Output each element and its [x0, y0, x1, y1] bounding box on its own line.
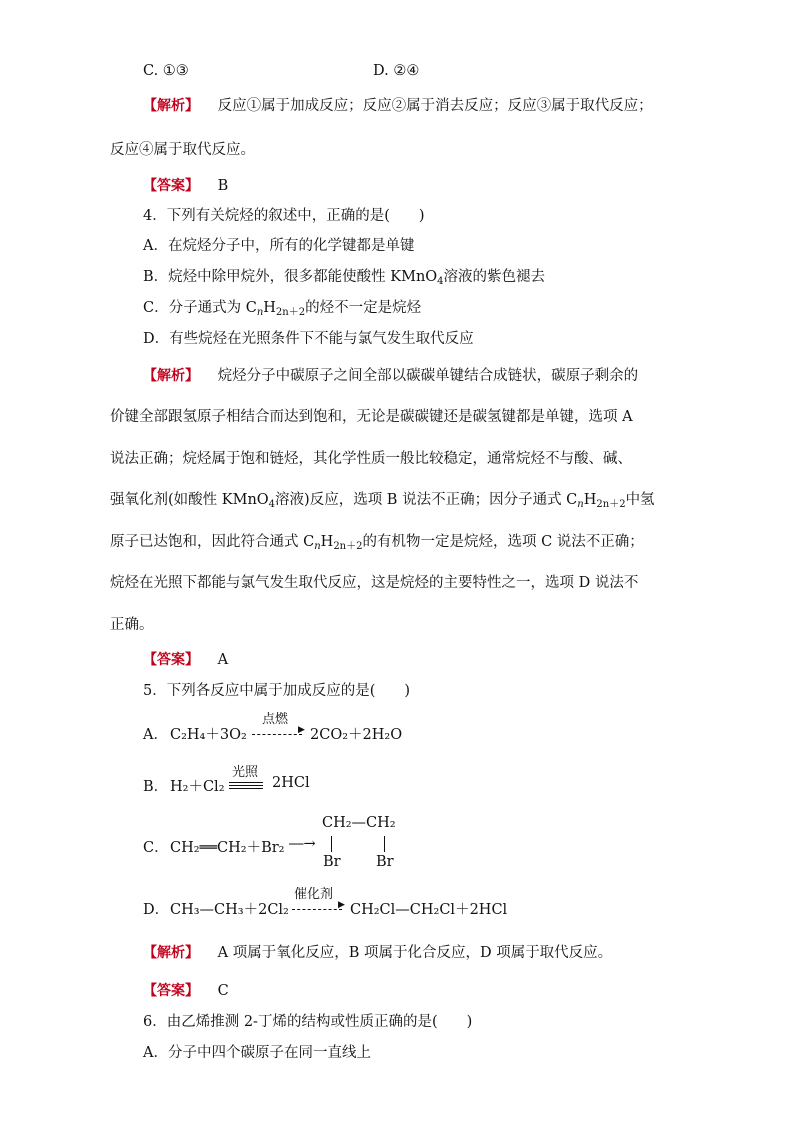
text: H — [583, 492, 597, 508]
q4-option-d: D．有些烷烃在光照条件下不能与氯气发生取代反应 — [143, 331, 474, 347]
reactants: CH₂══CH₂＋Br₂ — [170, 840, 285, 856]
answer-tag: 【答案】 — [143, 983, 199, 999]
text: H — [263, 300, 276, 316]
subscript: n — [314, 541, 321, 552]
option-label: B． — [143, 779, 169, 795]
condition: 催化剂 — [294, 887, 334, 902]
analysis-text-cont: 反应④属于取代反应。 — [110, 142, 255, 158]
q4-option-a: A．在烷烃分子中，所有的化学键都是单键 — [143, 238, 415, 254]
analysis-tag: 【解析】 — [143, 98, 199, 114]
option-label: C． — [143, 840, 169, 856]
text: H — [320, 534, 334, 550]
bromine-atom: Br — [323, 854, 341, 870]
text: 中氢 — [625, 492, 655, 508]
products: 2CO₂＋2H₂O — [310, 727, 403, 743]
option-label: D． — [143, 902, 170, 918]
equal-sign-line — [229, 788, 263, 789]
q5-stem: 5．下列各反应中属于加成反应的是( ) — [143, 683, 411, 699]
q3-option-c: C. ①③ — [143, 63, 189, 79]
equal-sign-line — [229, 782, 263, 783]
bromine-atom: Br — [376, 854, 394, 870]
reaction-arrow: ―→ — [289, 836, 316, 852]
reactants: CH₃—CH₃＋2Cl₂ — [170, 902, 289, 918]
text: 的有机物一定是烷烃，选项 C 说法不正确； — [362, 534, 644, 550]
subscript: n — [256, 307, 264, 318]
reactants: C₂H₄＋3O₂ — [170, 727, 247, 743]
answer-tag: 【答案】 — [143, 652, 199, 668]
text: C．分子通式为 C — [143, 300, 257, 316]
text: 溶液)反应，选项 B 说法不正确；因分子通式 C — [275, 492, 578, 508]
text: 原子已达饱和，因此符合通式 C — [110, 534, 315, 550]
analysis-text-cont — [110, 490, 655, 515]
text: B．烷烃中除甲烷外，很多都能使酸性 KMnO — [143, 269, 438, 285]
q4-answer — [143, 650, 228, 670]
equal-sign-line — [229, 785, 263, 786]
subscript: 2n＋2 — [333, 541, 363, 552]
analysis-tag: 【解析】 — [143, 368, 199, 384]
products: 2HCl — [272, 775, 310, 791]
analysis-text: A 项属于氧化反应，B 项属于化合反应，D 项属于取代反应。 — [217, 945, 613, 961]
q3-answer — [143, 176, 228, 196]
q4-option-b — [143, 267, 545, 292]
q6-stem: 6．由乙烯推测 2-丁烯的结构或性质正确的是( ) — [143, 1014, 473, 1030]
q4-option-c — [143, 298, 421, 323]
products: CH₂Cl—CH₂Cl＋2HCl — [350, 902, 508, 918]
text: 溶液的紫色褪去 — [443, 269, 546, 285]
bond-line — [331, 836, 332, 852]
subscript: 4 — [437, 276, 444, 287]
condition: 光照 — [232, 765, 259, 780]
subscript: 2n＋2 — [596, 499, 626, 510]
q4-stem: 4．下列有关烷烃的叙述中，正确的是( ) — [143, 208, 425, 224]
reactants: H₂＋Cl₂ — [170, 779, 225, 795]
subscript: 4 — [268, 499, 276, 510]
condition: 点燃 — [262, 712, 289, 727]
analysis-text-cont: 价键全部跟氢原子相结合而达到饱和，无论是碳碳键还是碳氢键都是单键，选项 A — [110, 409, 633, 425]
q3-option-d: D. ②④ — [373, 63, 420, 79]
text: 的烃不一定是烷烃 — [305, 300, 422, 316]
analysis-text-cont: 说法正确；烷烃属于饱和链烃，其化学性质一般比较稳定，通常烷烃不与酸、碱、 — [110, 451, 632, 467]
analysis-text-cont: 正确。 — [110, 617, 154, 633]
answer-value: C — [217, 983, 229, 999]
q4-analysis — [143, 366, 638, 386]
q3-analysis — [143, 96, 653, 116]
answer-value: A — [217, 652, 229, 668]
q6-option-a: A．分子中四个碳原子在同一直线上 — [143, 1045, 371, 1061]
reaction-arrow — [252, 734, 302, 735]
reaction-arrow — [292, 909, 342, 910]
q5-answer — [143, 981, 229, 1001]
bond-line — [384, 836, 385, 852]
arrow-head-icon: ▶ — [338, 900, 345, 910]
answer-tag: 【答案】 — [143, 178, 199, 194]
product-backbone: CH₂—CH₂ — [322, 815, 396, 831]
analysis-text-cont — [110, 532, 644, 557]
text: 强氧化剂(如酸性 KMnO — [110, 492, 269, 508]
analysis-text: 烷烃分子中碳原子之间全部以碳碳单键结合成链状，碳原子剩余的 — [217, 368, 639, 384]
answer-value: B — [217, 178, 229, 194]
analysis-text: 反应①属于加成反应；反应②属于消去反应；反应③属于取代反应； — [217, 98, 653, 114]
subscript: 2n＋2 — [275, 307, 306, 318]
analysis-text-cont: 烷烃在光照下都能与氯气发生取代反应，这是烷烃的主要特性之一，选项 D 说法不 — [110, 575, 639, 591]
arrow-head-icon: ▶ — [298, 725, 305, 735]
subscript: n — [577, 499, 584, 510]
analysis-tag: 【解析】 — [143, 945, 199, 961]
q5-analysis — [143, 943, 612, 963]
option-label: A． — [143, 727, 168, 743]
